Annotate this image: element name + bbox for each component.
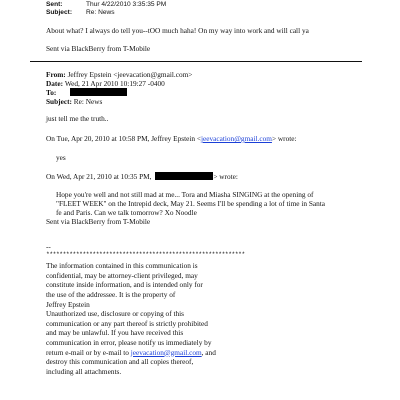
quote1-body: yes — [56, 153, 66, 162]
sent-value: Thur 4/22/2010 3:35:35 PM — [86, 1, 167, 8]
subject2-value: Re: News — [73, 97, 103, 106]
subject2-row — [46, 97, 102, 107]
subject-value: Re: News — [86, 9, 115, 16]
disclaimer-line: the use of the addressee. It is the property of — [46, 289, 176, 299]
disclaimer-line: Jeffrey Epstein — [46, 299, 90, 309]
redaction-block — [155, 172, 213, 180]
star-divider: ************************************************************ — [46, 251, 245, 258]
disclaimer-line: including all attachments. — [46, 366, 122, 376]
separator-rule — [30, 61, 362, 62]
message-body: just tell me the truth.. — [46, 114, 109, 123]
email-link[interactable]: jeevacation@gmail.com — [130, 347, 202, 357]
to-label: To: — [46, 88, 57, 97]
quote2-line1: Hope you're well and not still mad at me... Tora and Miasha SINGING at the opening of — [56, 190, 314, 199]
disclaimer-line: Unauthorized use, disclosure or copying of this — [46, 309, 185, 319]
disclaimer-line: communication in error, please notify us immediately by — [46, 338, 212, 347]
disclaimer-line: constitute inside information, and is intended only for — [46, 280, 203, 290]
sent-label: Sent: — [46, 1, 63, 8]
email-link[interactable]: jeevacation@gmail.com — [200, 134, 272, 143]
quote2-line2: "FLEET WEEK" on the Intrepid deck, May 21. Seems I'll be spending a lot of time in Santa — [56, 199, 326, 208]
from-label: From: — [46, 70, 66, 79]
subject-label: Subject: — [46, 9, 73, 16]
dashes: -- — [46, 242, 51, 251]
subject-row — [46, 7, 72, 18]
disclaimer-line: communication or any part thereof is strictly prohibited — [46, 318, 208, 328]
disclaimer-line: confidential, may be attorney-client privileged, may — [46, 270, 198, 280]
subject2-label: Subject: — [46, 97, 72, 106]
disclaimer-line: The information contained in this communication is — [46, 261, 198, 270]
disclaimer-block — [46, 261, 216, 377]
quote2-signature: Sent via BlackBerry from T-Mobile — [46, 217, 151, 226]
date-label: Date: — [46, 79, 64, 88]
quote1-header: On Tue, Apr 20, 2010 at 10:58 PM, Jeffrey Epstein <jeevacation@gmail.com> wrote: — [46, 134, 297, 143]
disclaimer-line: and may be unlawful. If you have received this — [46, 328, 184, 338]
disclaimer-line: destroy this communication and all copies thereof, — [46, 357, 194, 367]
from-value: Jeffrey Epstein <jeevacation@gmail.com> — [67, 70, 193, 79]
quote2-header: On Wed, Apr 21, 2010 at 10:35 PM, > wrote: — [46, 172, 238, 181]
redaction-block — [70, 88, 127, 96]
quote2-line3: fe and Paris. Can we talk tomorrow? Xo Noodle — [56, 208, 197, 217]
disclaimer-email-line: return e-mail or by e-mail to jeevacation@gmail.com, and — [46, 347, 216, 357]
reply-signature: Sent via BlackBerry from T-Mobile — [46, 44, 151, 53]
reply-text: About what? I always do tell you--tOO much haha! On my way into work and will call ya — [46, 26, 309, 35]
date-value: Wed, 21 Apr 2010 10:19:27 -0400 — [64, 79, 165, 88]
